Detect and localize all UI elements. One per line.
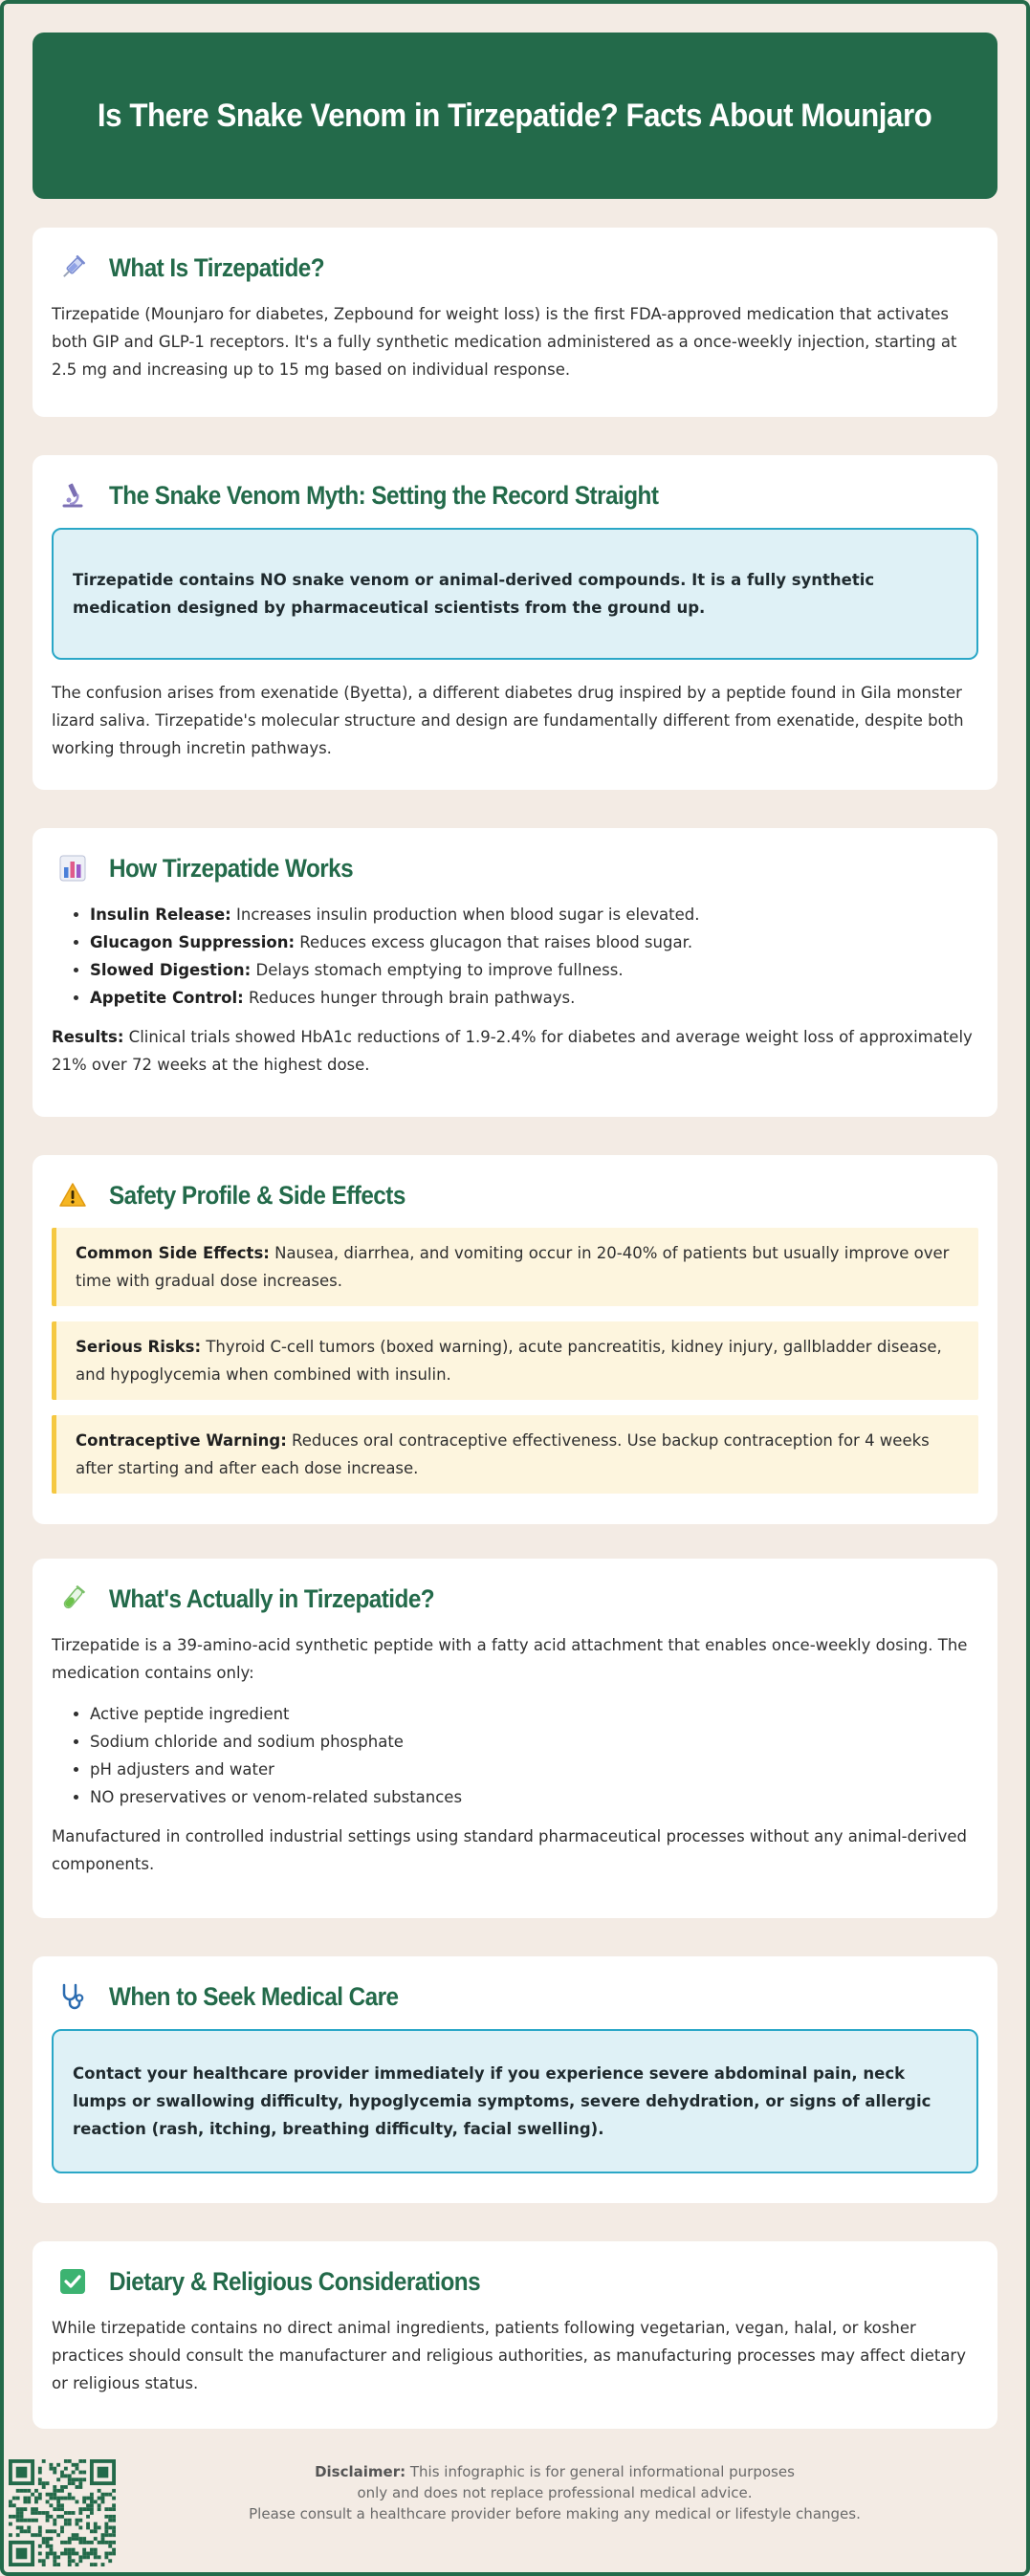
section-title: Safety Profile & Side Effects xyxy=(109,1180,405,1210)
list-item: • Slowed Digestion: Delays stomach emptying to improve fullness. xyxy=(90,956,978,984)
warning-box: Serious Risks: Thyroid C-cell tumors (boxed warning), acute pancreatitis, kidney injury, gallbladder disease, and hypoglycemia when combined with insulin. xyxy=(52,1321,978,1400)
section-title: The Snake Venom Myth: Setting the Record Straight xyxy=(109,480,659,510)
list-item: • Appetite Control: Reduces hunger through brain pathways. xyxy=(90,984,978,1012)
section-outro: Manufactured in controlled industrial settings using standard pharmaceutical processes without any animal-derived components. xyxy=(52,1827,968,1873)
section-snake-venom-myth xyxy=(33,455,997,790)
ingredient-list xyxy=(90,1700,978,1811)
section-title: What's Actually in Tirzepatide? xyxy=(109,1583,435,1613)
section-title: When to Seek Medical Care xyxy=(109,1981,399,2011)
section-dietary xyxy=(33,2241,997,2429)
section-body: While tirzepatide contains no direct animal ingredients, patients following vegetarian, vegan, halal, or kosher practices should consult the manufacturer and religious authorities, as manufacturing processes may affect dietary or religious status. xyxy=(52,2319,966,2392)
results-text: Results: Clinical trials showed HbA1c reductions of 1.9-2.4% for diabetes and average weight loss of approximately 21% over 72 weeks at the highest dose. xyxy=(52,1028,973,1074)
section-safety xyxy=(33,1155,997,1524)
page-header xyxy=(33,33,997,199)
list-item: • pH adjusters and water xyxy=(90,1756,978,1783)
check-mark-icon xyxy=(55,2264,90,2299)
section-medical-care xyxy=(33,1956,997,2203)
list-item: • Active peptide ingredient xyxy=(90,1700,978,1728)
qr-code-icon xyxy=(9,2459,116,2566)
section-how-it-works xyxy=(33,828,997,1117)
mechanism-list xyxy=(90,901,978,1012)
list-item: • Sodium chloride and sodium phosphate xyxy=(90,1728,978,1756)
list-item: • Glucagon Suppression: Reduces excess glucagon that raises blood sugar. xyxy=(90,928,978,956)
stethoscope-icon xyxy=(55,1979,90,2014)
syringe-icon xyxy=(55,251,90,285)
warning-box: Common Side Effects: Nausea, diarrhea, and vomiting occur in 20-40% of patients but usually improve over time with gradual dose increases. xyxy=(52,1228,978,1306)
list-item: • NO preservatives or venom-related substances xyxy=(90,1783,978,1811)
warning-icon xyxy=(55,1178,90,1212)
section-intro: Tirzepatide is a 39-amino-acid synthetic peptide with a fatty acid attachment that enables once-weekly dosing. The medication contains only: xyxy=(52,1636,968,1682)
section-body: Tirzepatide (Mounjaro for diabetes, Zepbound for weight loss) is the first FDA-approved medication that activates both GIP and GLP-1 receptors. It's a fully synthetic medication administered as a once-weekly injection, starting at 2.5 mg and increasing up to 15 mg based on individual response. xyxy=(52,305,957,379)
section-what-is xyxy=(33,228,997,417)
section-ingredients xyxy=(33,1559,997,1918)
list-item: • Insulin Release: Increases insulin production when blood sugar is elevated. xyxy=(90,901,978,928)
section-title: What Is Tirzepatide? xyxy=(109,252,325,282)
section-title: Dietary & Religious Considerations xyxy=(109,2266,481,2296)
test-tube-icon xyxy=(55,1582,90,1616)
microscope-icon xyxy=(55,478,90,513)
disclaimer: Disclaimer: This infographic is for general informational purposes only and does not replace professional medical advice. Please consult a healthcare provider before making any medical or lifestyle changes. xyxy=(249,2463,861,2522)
page-title: Is There Snake Venom in Tirzepatide? Facts About Mounjaro xyxy=(98,97,932,134)
myth-callout: Tirzepatide contains NO snake venom or animal-derived compounds. It is a fully synthetic medication designed by pharmaceutical scientists from the ground up. xyxy=(52,528,978,660)
section-title: How Tirzepatide Works xyxy=(109,853,354,883)
bar-chart-icon xyxy=(55,851,90,885)
section-body: The confusion arises from exenatide (Byetta), a different diabetes drug inspired by a peptide found in Gila monster lizard saliva. Tirzepatide's molecular structure and design are fundamentally different from exenatide, despite both working through incretin pathways. xyxy=(52,684,964,757)
care-callout: Contact your healthcare provider immediately if you experience severe abdominal pain, neck lumps or swallowing difficulty, hypoglycemia symptoms, severe dehydration, or signs of allergic reaction (rash, itching, breathing difficulty, facial swelling). xyxy=(52,2029,978,2173)
warning-box: Contraceptive Warning: Reduces oral contraceptive effectiveness. Use backup contraception for 4 weeks after starting and after each dose increase. xyxy=(52,1415,978,1494)
